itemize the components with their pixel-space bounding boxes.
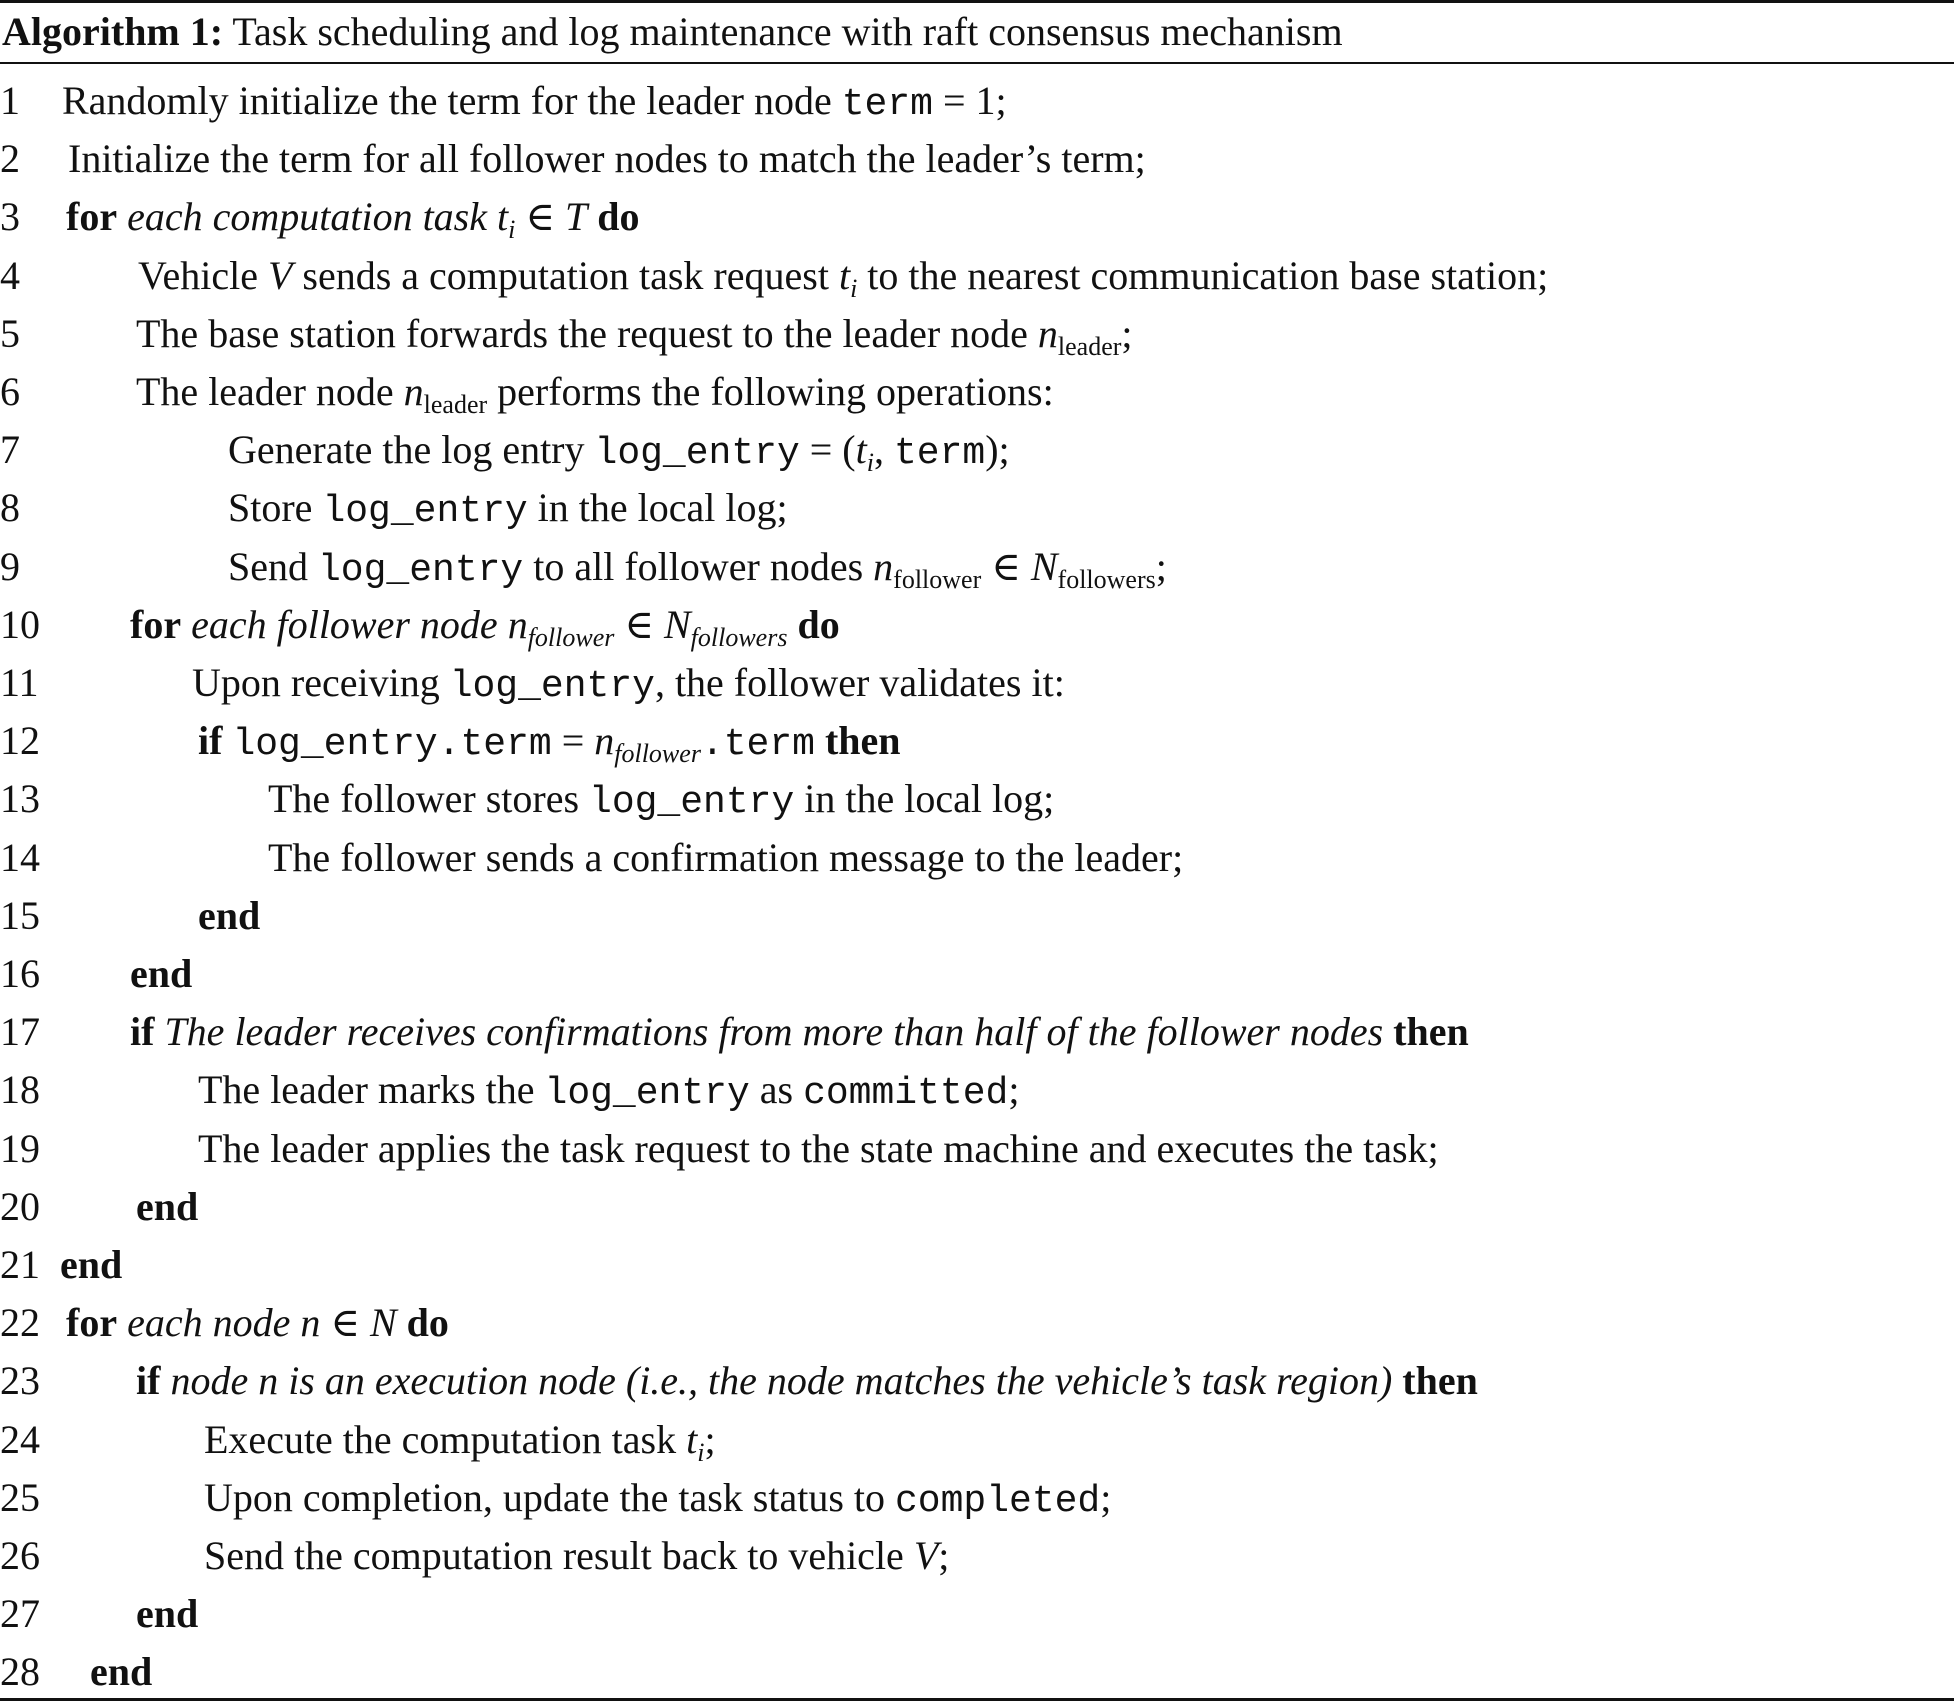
line-number: 17 xyxy=(0,1009,40,1055)
subscript: leader xyxy=(1057,331,1122,361)
keyword: for xyxy=(130,601,182,647)
text-segment: ; xyxy=(1121,310,1133,356)
line-text xyxy=(130,1003,1469,1061)
text-segment: The leader marks the xyxy=(198,1067,545,1113)
line-text xyxy=(198,887,260,945)
line-text xyxy=(198,712,901,774)
text-segment: t xyxy=(497,194,509,240)
text-segment: performs the following operations: xyxy=(487,369,1054,414)
text-segment: as xyxy=(749,1067,804,1113)
text-segment xyxy=(587,194,597,239)
text-segment xyxy=(815,718,825,763)
keyword: then xyxy=(1393,1009,1469,1055)
line-text xyxy=(130,596,840,654)
text-segment: Vehicle xyxy=(138,252,268,298)
text-segment: Upon completion, update the task status to xyxy=(204,1474,895,1520)
text-segment: t xyxy=(855,427,867,473)
text-segment: N xyxy=(663,601,691,647)
algorithm-caption xyxy=(2,3,1343,61)
line-number: 9 xyxy=(0,543,20,589)
text-segment: , xyxy=(874,427,894,473)
line-number: 21 xyxy=(0,1242,40,1287)
line-text xyxy=(204,1411,716,1469)
text-segment: sends a computation task request xyxy=(292,252,839,298)
line-text xyxy=(136,363,1054,421)
text-segment: n xyxy=(507,601,528,647)
line-number: 1 xyxy=(0,78,20,123)
line-number: 28 xyxy=(0,1649,40,1695)
text-segment xyxy=(787,602,797,647)
line-text xyxy=(192,654,1065,716)
text-segment: ∈ xyxy=(515,194,565,240)
subscript: i xyxy=(508,215,516,245)
line-text xyxy=(60,1236,122,1294)
subscript: i xyxy=(866,448,874,478)
keyword: if xyxy=(130,1009,155,1055)
code-token: log_entry.term xyxy=(232,723,552,767)
text-segment: n xyxy=(873,543,894,589)
code-token: completed xyxy=(895,1479,1101,1523)
text-segment: in the local log; xyxy=(794,776,1055,822)
line-text xyxy=(136,1352,1478,1410)
line-text xyxy=(228,421,1010,483)
line-number: 5 xyxy=(0,310,20,356)
line-number: 26 xyxy=(0,1533,40,1578)
text-segment: ; xyxy=(1100,1474,1112,1520)
keyword: do xyxy=(797,601,840,647)
text-segment: The leader node xyxy=(136,369,404,414)
line-text xyxy=(130,945,192,1003)
text-segment: Send xyxy=(228,543,318,589)
text-segment: ; xyxy=(1008,1067,1020,1113)
line-text xyxy=(268,829,1183,887)
subscript: follower xyxy=(614,739,701,769)
keyword: for xyxy=(66,1300,118,1346)
text-segment: Upon receiving xyxy=(192,660,450,705)
caption-label: Algorithm 1: xyxy=(2,9,224,54)
text-segment: in the local log; xyxy=(527,485,788,531)
text-segment: The leader applies the task request to the state machine and executes the task; xyxy=(198,1125,1439,1171)
line-text xyxy=(228,479,788,541)
text-segment: Randomly initialize the term for the leader node xyxy=(62,78,842,123)
text-segment: node n is an execution node (i.e., the node matches the vehicle’s task region) xyxy=(160,1358,1393,1404)
line-text xyxy=(228,538,1167,600)
line-number: 20 xyxy=(0,1183,40,1229)
caption-title: Task scheduling and log maintenance with raft consensus mechanism xyxy=(232,9,1343,54)
line-number: 19 xyxy=(0,1125,40,1171)
line-text xyxy=(198,1120,1439,1178)
text-segment: Store xyxy=(228,485,323,531)
line-text xyxy=(66,1294,449,1352)
text-segment: The follower stores xyxy=(268,776,590,822)
keyword: end xyxy=(136,1183,199,1229)
line-number: 24 xyxy=(0,1416,40,1462)
code-token: .term xyxy=(700,723,815,767)
text-segment: N xyxy=(369,1300,397,1346)
line-text xyxy=(204,1469,1111,1531)
subscript: followers xyxy=(690,622,788,652)
line-text xyxy=(66,188,639,246)
line-number: 7 xyxy=(0,427,20,473)
text-segment xyxy=(222,718,232,763)
code-token: log_entry xyxy=(544,1072,750,1116)
text-segment: The follower sends a confirmation message to the leader; xyxy=(268,834,1184,880)
subscript: followers xyxy=(1057,564,1156,594)
text-segment: each follower node xyxy=(181,601,508,647)
line-number: 27 xyxy=(0,1591,40,1637)
text-segment: Initialize the term for all follower nodes to match the leader’s term; xyxy=(68,136,1146,182)
line-text xyxy=(268,770,1054,832)
keyword: end xyxy=(130,951,193,996)
text-segment: = 1; xyxy=(932,78,1007,123)
line-text xyxy=(62,72,1007,134)
text-segment: ; xyxy=(1155,543,1167,589)
line-number: 18 xyxy=(0,1067,40,1113)
line-number: 25 xyxy=(0,1474,40,1520)
text-segment: Generate the log entry xyxy=(228,427,595,473)
text-segment: = ( xyxy=(799,427,856,473)
line-number: 11 xyxy=(0,660,39,705)
line-text xyxy=(136,1178,198,1236)
text-segment xyxy=(397,1300,407,1345)
keyword: then xyxy=(1402,1358,1478,1404)
keyword: then xyxy=(824,718,901,764)
subscript: i xyxy=(697,1437,705,1467)
code-token: log_entry xyxy=(594,432,800,476)
subscript: follower xyxy=(893,564,982,594)
keyword: if xyxy=(198,718,223,764)
code-token: committed xyxy=(803,1072,1009,1116)
line-number: 4 xyxy=(0,252,20,298)
line-text xyxy=(68,130,1146,188)
line-text xyxy=(90,1643,152,1701)
text-segment: each computation task xyxy=(117,194,497,240)
text-segment: each node xyxy=(117,1300,301,1346)
line-text xyxy=(136,305,1133,363)
text-segment: The leader receives confirmations from more than half of the follower nodes xyxy=(154,1009,1384,1055)
code-token: term xyxy=(841,83,933,126)
line-number: 10 xyxy=(0,601,40,647)
keyword: do xyxy=(406,1300,449,1346)
line-text xyxy=(198,1061,1019,1123)
keyword: end xyxy=(198,892,261,938)
text-segment: to all follower nodes xyxy=(523,543,874,589)
line-number: 13 xyxy=(0,776,40,822)
keyword: end xyxy=(136,1591,199,1637)
text-segment: ; xyxy=(704,1416,716,1462)
subscript: i xyxy=(850,273,858,303)
subscript: leader xyxy=(423,390,488,419)
line-number: 16 xyxy=(0,951,40,996)
text-segment: V xyxy=(913,1533,939,1578)
line-number: 15 xyxy=(0,892,40,938)
text-segment: ; xyxy=(938,1533,950,1578)
code-token: term xyxy=(894,432,986,476)
subscript: follower xyxy=(527,622,615,652)
text-segment: t xyxy=(838,252,851,298)
text-segment: ∈ xyxy=(981,543,1031,589)
keyword: do xyxy=(597,194,640,240)
line-text xyxy=(138,247,1548,305)
keyword: end xyxy=(90,1649,153,1695)
text-segment: = xyxy=(551,718,595,764)
text-segment: to the nearest communication base station; xyxy=(857,252,1549,298)
text-segment: Execute the computation task xyxy=(204,1416,687,1462)
keyword: if xyxy=(136,1358,161,1404)
keyword: for xyxy=(66,194,118,240)
line-number: 22 xyxy=(0,1300,40,1346)
code-token: log_entry xyxy=(322,490,528,534)
code-token: log_entry xyxy=(318,548,524,592)
code-token: log_entry xyxy=(449,665,655,708)
line-number: 8 xyxy=(0,485,20,531)
text-segment: n xyxy=(594,718,615,764)
text-segment xyxy=(1383,1009,1393,1054)
line-number: 6 xyxy=(0,369,20,414)
code-token: log_entry xyxy=(589,781,795,825)
line-number: 14 xyxy=(0,834,40,880)
text-segment: n xyxy=(1037,310,1058,356)
text-segment: ∈ xyxy=(614,601,664,647)
text-segment: ∈ xyxy=(320,1300,370,1346)
text-segment xyxy=(1392,1358,1402,1403)
text-segment: t xyxy=(686,1416,698,1462)
text-segment: n xyxy=(403,369,424,414)
text-segment: , the follower validates it: xyxy=(654,660,1065,705)
text-segment: V xyxy=(267,252,293,298)
text-segment: n xyxy=(300,1300,321,1346)
text-segment: N xyxy=(1030,543,1058,589)
text-segment: The base station forwards the request to the leader node xyxy=(136,310,1038,356)
caption-rule xyxy=(0,62,1954,64)
text-segment: Send the computation result back to vehicle xyxy=(204,1533,914,1578)
line-number: 12 xyxy=(0,718,40,764)
line-number: 23 xyxy=(0,1358,40,1404)
keyword: end xyxy=(60,1242,123,1287)
line-text xyxy=(136,1585,198,1643)
line-number: 2 xyxy=(0,136,20,182)
text-segment: ); xyxy=(985,427,1010,473)
line-text xyxy=(204,1527,949,1585)
text-segment: T xyxy=(564,194,588,240)
line-number: 3 xyxy=(0,194,20,240)
